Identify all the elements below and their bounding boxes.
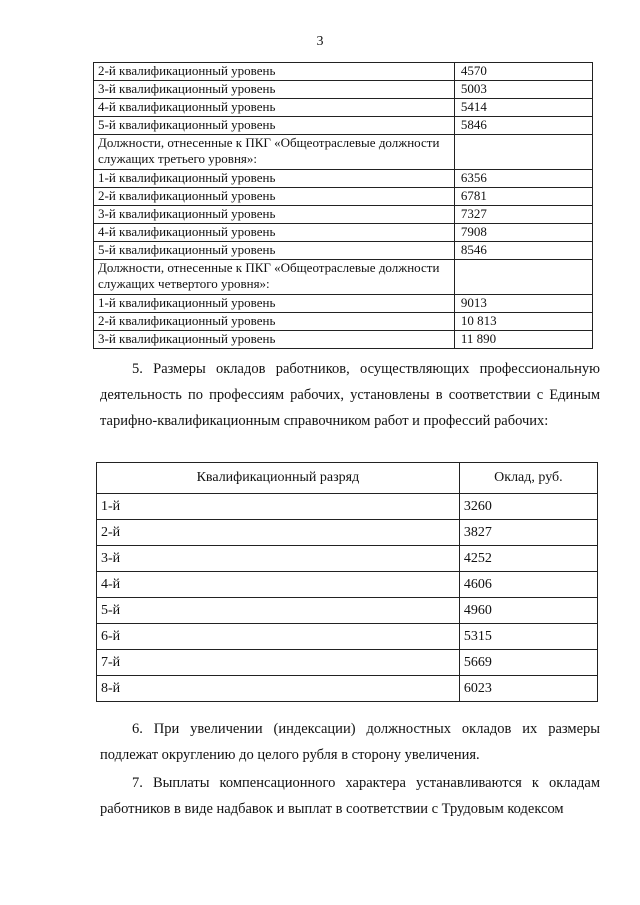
level-salary: 10 813 (454, 313, 592, 331)
worker-grades-table (96, 462, 598, 702)
table-row (97, 494, 598, 520)
salary-cell: 3827 (459, 520, 597, 546)
table-row (94, 206, 593, 224)
salary-cell: 4606 (459, 572, 597, 598)
table-row (94, 170, 593, 188)
level-name: 2-й квалификационный уровень (94, 188, 455, 206)
level-name: 5-й квалификационный уровень (94, 242, 455, 260)
group-heading: Должности, отнесенные к ПКГ «Общеотраслевые должности служащих третьего уровня»: (94, 135, 455, 170)
table-header-row (97, 463, 598, 494)
level-name: 3-й квалификационный уровень (94, 331, 455, 349)
level-salary: 5846 (454, 117, 592, 135)
table-row (94, 331, 593, 349)
level-salary: 6781 (454, 188, 592, 206)
table-row (94, 81, 593, 99)
table-row (97, 598, 598, 624)
level-name: 1-й квалификационный уровень (94, 170, 455, 188)
level-salary: 7327 (454, 206, 592, 224)
level-salary: 5414 (454, 99, 592, 117)
grade-cell: 6-й (97, 624, 460, 650)
paragraph-6: 6. При увеличении (индексации) должностных окладов их размеры подлежат округлению до целого рубля в сторону увеличения. (100, 721, 600, 763)
salary-cell: 6023 (459, 676, 597, 702)
group-heading: Должности, отнесенные к ПКГ «Общеотраслевые должности служащих четвертого уровня»: (94, 260, 455, 295)
salary-cell: 4960 (459, 598, 597, 624)
level-salary: 6356 (454, 170, 592, 188)
table-row (94, 313, 593, 331)
level-salary: 7908 (454, 224, 592, 242)
level-salary (454, 260, 592, 295)
level-name: 4-й квалификационный уровень (94, 99, 455, 117)
table-row (97, 546, 598, 572)
paragraph-5: 5. Размеры окладов работников, осуществляющих профессиональную деятельность по профессиям рабочих, установлены в соответствии с Единым тарифно-квалификационным справочником работ и профессий рабочих: (100, 361, 600, 429)
level-salary (454, 135, 592, 170)
table-row (97, 676, 598, 702)
salary-cell: 5669 (459, 650, 597, 676)
table-row (94, 188, 593, 206)
grade-cell: 1-й (97, 494, 460, 520)
table-row (97, 624, 598, 650)
table-row (94, 295, 593, 313)
level-salary: 4570 (454, 63, 592, 81)
level-name: 2-й квалификационный уровень (94, 313, 455, 331)
level-salary: 11 890 (454, 331, 592, 349)
table-row (94, 99, 593, 117)
level-salary: 8546 (454, 242, 592, 260)
salary-levels-table (93, 62, 593, 349)
table-row (94, 117, 593, 135)
table-row (97, 520, 598, 546)
level-name: 3-й квалификационный уровень (94, 206, 455, 224)
salary-cell: 5315 (459, 624, 597, 650)
grade-cell: 3-й (97, 546, 460, 572)
page-number: 3 (316, 34, 324, 49)
salary-column-header: Оклад, руб. (459, 463, 597, 494)
level-name: 1-й квалификационный уровень (94, 295, 455, 313)
grade-cell: 5-й (97, 598, 460, 624)
table-row (94, 242, 593, 260)
level-salary: 9013 (454, 295, 592, 313)
table-group-row (94, 260, 593, 295)
level-name: 4-й квалификационный уровень (94, 224, 455, 242)
grade-cell: 4-й (97, 572, 460, 598)
grade-column-header: Квалификационный разряд (97, 463, 460, 494)
table-row (97, 572, 598, 598)
level-salary: 5003 (454, 81, 592, 99)
level-name: 2-й квалификационный уровень (94, 63, 455, 81)
level-name: 5-й квалификационный уровень (94, 117, 455, 135)
salary-cell: 4252 (459, 546, 597, 572)
table-group-row (94, 135, 593, 170)
grade-cell: 7-й (97, 650, 460, 676)
grade-cell: 8-й (97, 676, 460, 702)
level-name: 3-й квалификационный уровень (94, 81, 455, 99)
table-row (94, 63, 593, 81)
table-row (97, 650, 598, 676)
salary-cell: 3260 (459, 494, 597, 520)
grade-cell: 2-й (97, 520, 460, 546)
table-row (94, 224, 593, 242)
paragraph-7: 7. Выплаты компенсационного характера устанавливаются к окладам работников в виде надбавок и выплат в соответствии с Трудовым кодексом (100, 775, 600, 817)
